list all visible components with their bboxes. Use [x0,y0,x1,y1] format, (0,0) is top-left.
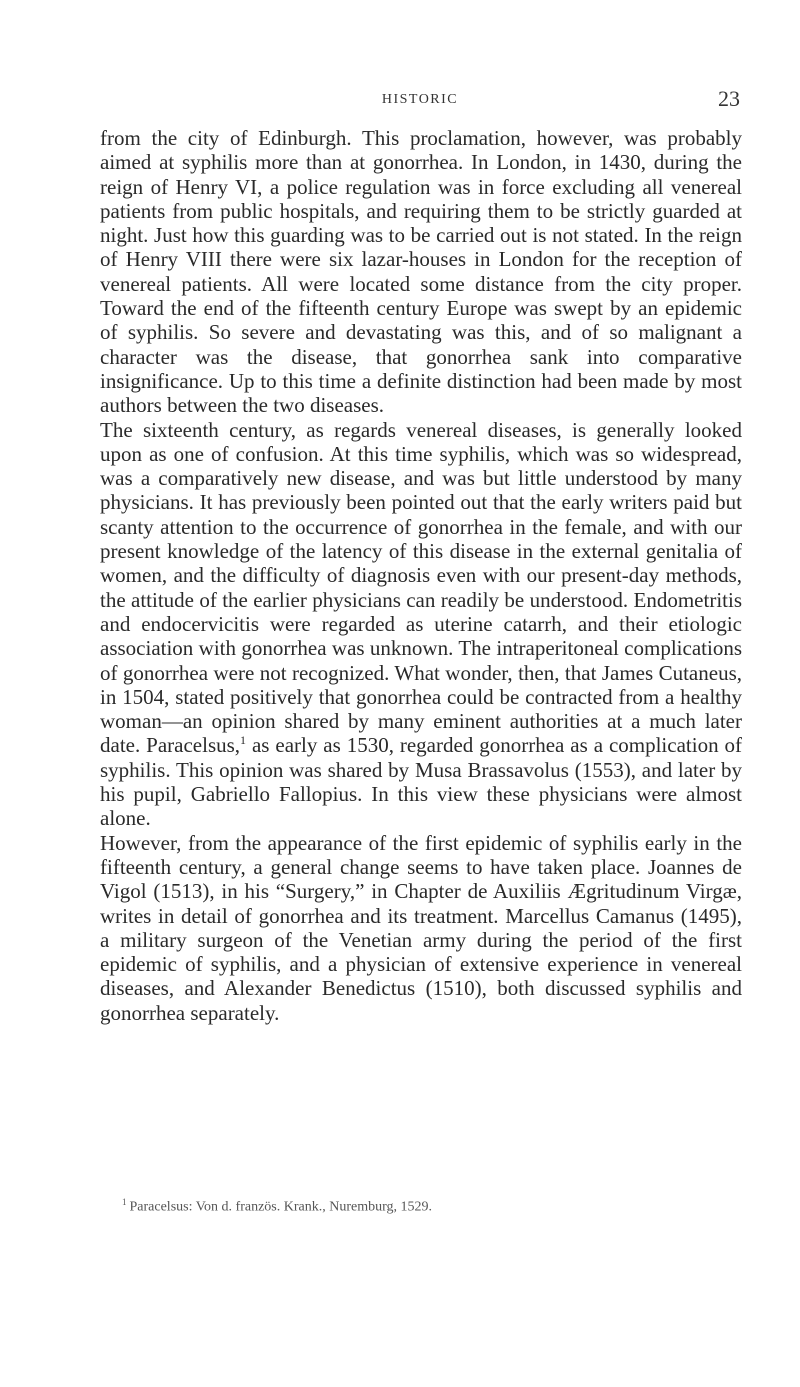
paragraph-1: from the city of Edinburgh. This proclamation, however, was probably aimed at syphilis more than at gonorrhea. In London, in 1430, during the reign of Henry VI, a police regulation was in force excluding all venereal patients from public hospitals, and requiring them to be strictly guarded at night. Just how this guarding was to be carried out is not stated. In the reign of Henry VIII there were six lazar-houses in London for the reception of venereal patients. All were located some distance from the city proper. Toward the end of the fifteenth century Europe was swept by an epidemic of syphilis. So severe and devastating was this, and of so malignant a character was the disease, that gonorrhea sank into comparative insignificance. Up to this time a definite distinction had been made by most authors between the two diseases. [100,126,742,418]
footnote-mark: 1 [122,1197,127,1207]
body-text [100,126,742,1025]
paragraph-3: However, from the appearance of the first epidemic of syphilis early in the fifteenth century, a general change seems to have taken place. Joannes de Vigol (1513), in his “Surgery,” in Chapter de Auxiliis Ægritudinum Virgæ, writes in detail of gonorrhea and its treatment. Marcellus Camanus (1495), a military surgeon of the Venetian army during the period of the first epidemic of syphilis, and a physician of extensive experience in venereal diseases, and Alexander Benedictus (1510), both discussed syphilis and gonorrhea separately. [100,830,742,1025]
footnote-reference: 1 [240,733,247,748]
footnote-text: Paracelsus: Von d. französ. Krank., Nuremburg, 1529. [129,1199,433,1215]
running-title: HISTORIC [381,92,459,107]
paragraph-2-part-1: The sixteenth century, as regards venereal diseases, is generally looked upon as one of confusion. At this time syphilis, which was so widespread, was a comparatively new disease, and was but little understood by many physicians. It has previously been pointed out that the early writers paid but scanty attention to the occurrence of gonorrhea in the female, and with our present knowledge of the latency of this disease in the external genitalia of women, and the difficulty of diagnosis even with our present-day methods, the attitude of the earlier physicians can readily be understood. Endometritis and endocervicitis were regarded as uterine catarrh, and their etiologic association with gonorrhea was unknown. The intraperitoneal complications of gonorrhea were not recognized. What wonder, then, that James Cutaneus, in 1504, stated positively that gonorrhea could be contracted from a healthy woman—an opinion shared by many eminent authorities at a much later date. Paracelsus, [100,417,742,758]
footnote [122,1193,742,1217]
paragraph-2-part-2: as early as 1530, regarded gonorrhea as a complication of syphilis. This opinion was shared by Musa Brassavolus (1553), and later by his pupil, Gabriello Fallopius. In this view these physicians were almost alone. [100,733,742,831]
running-head [100,88,740,118]
page-number: 23 [718,86,740,111]
paragraph-2 [100,418,742,831]
